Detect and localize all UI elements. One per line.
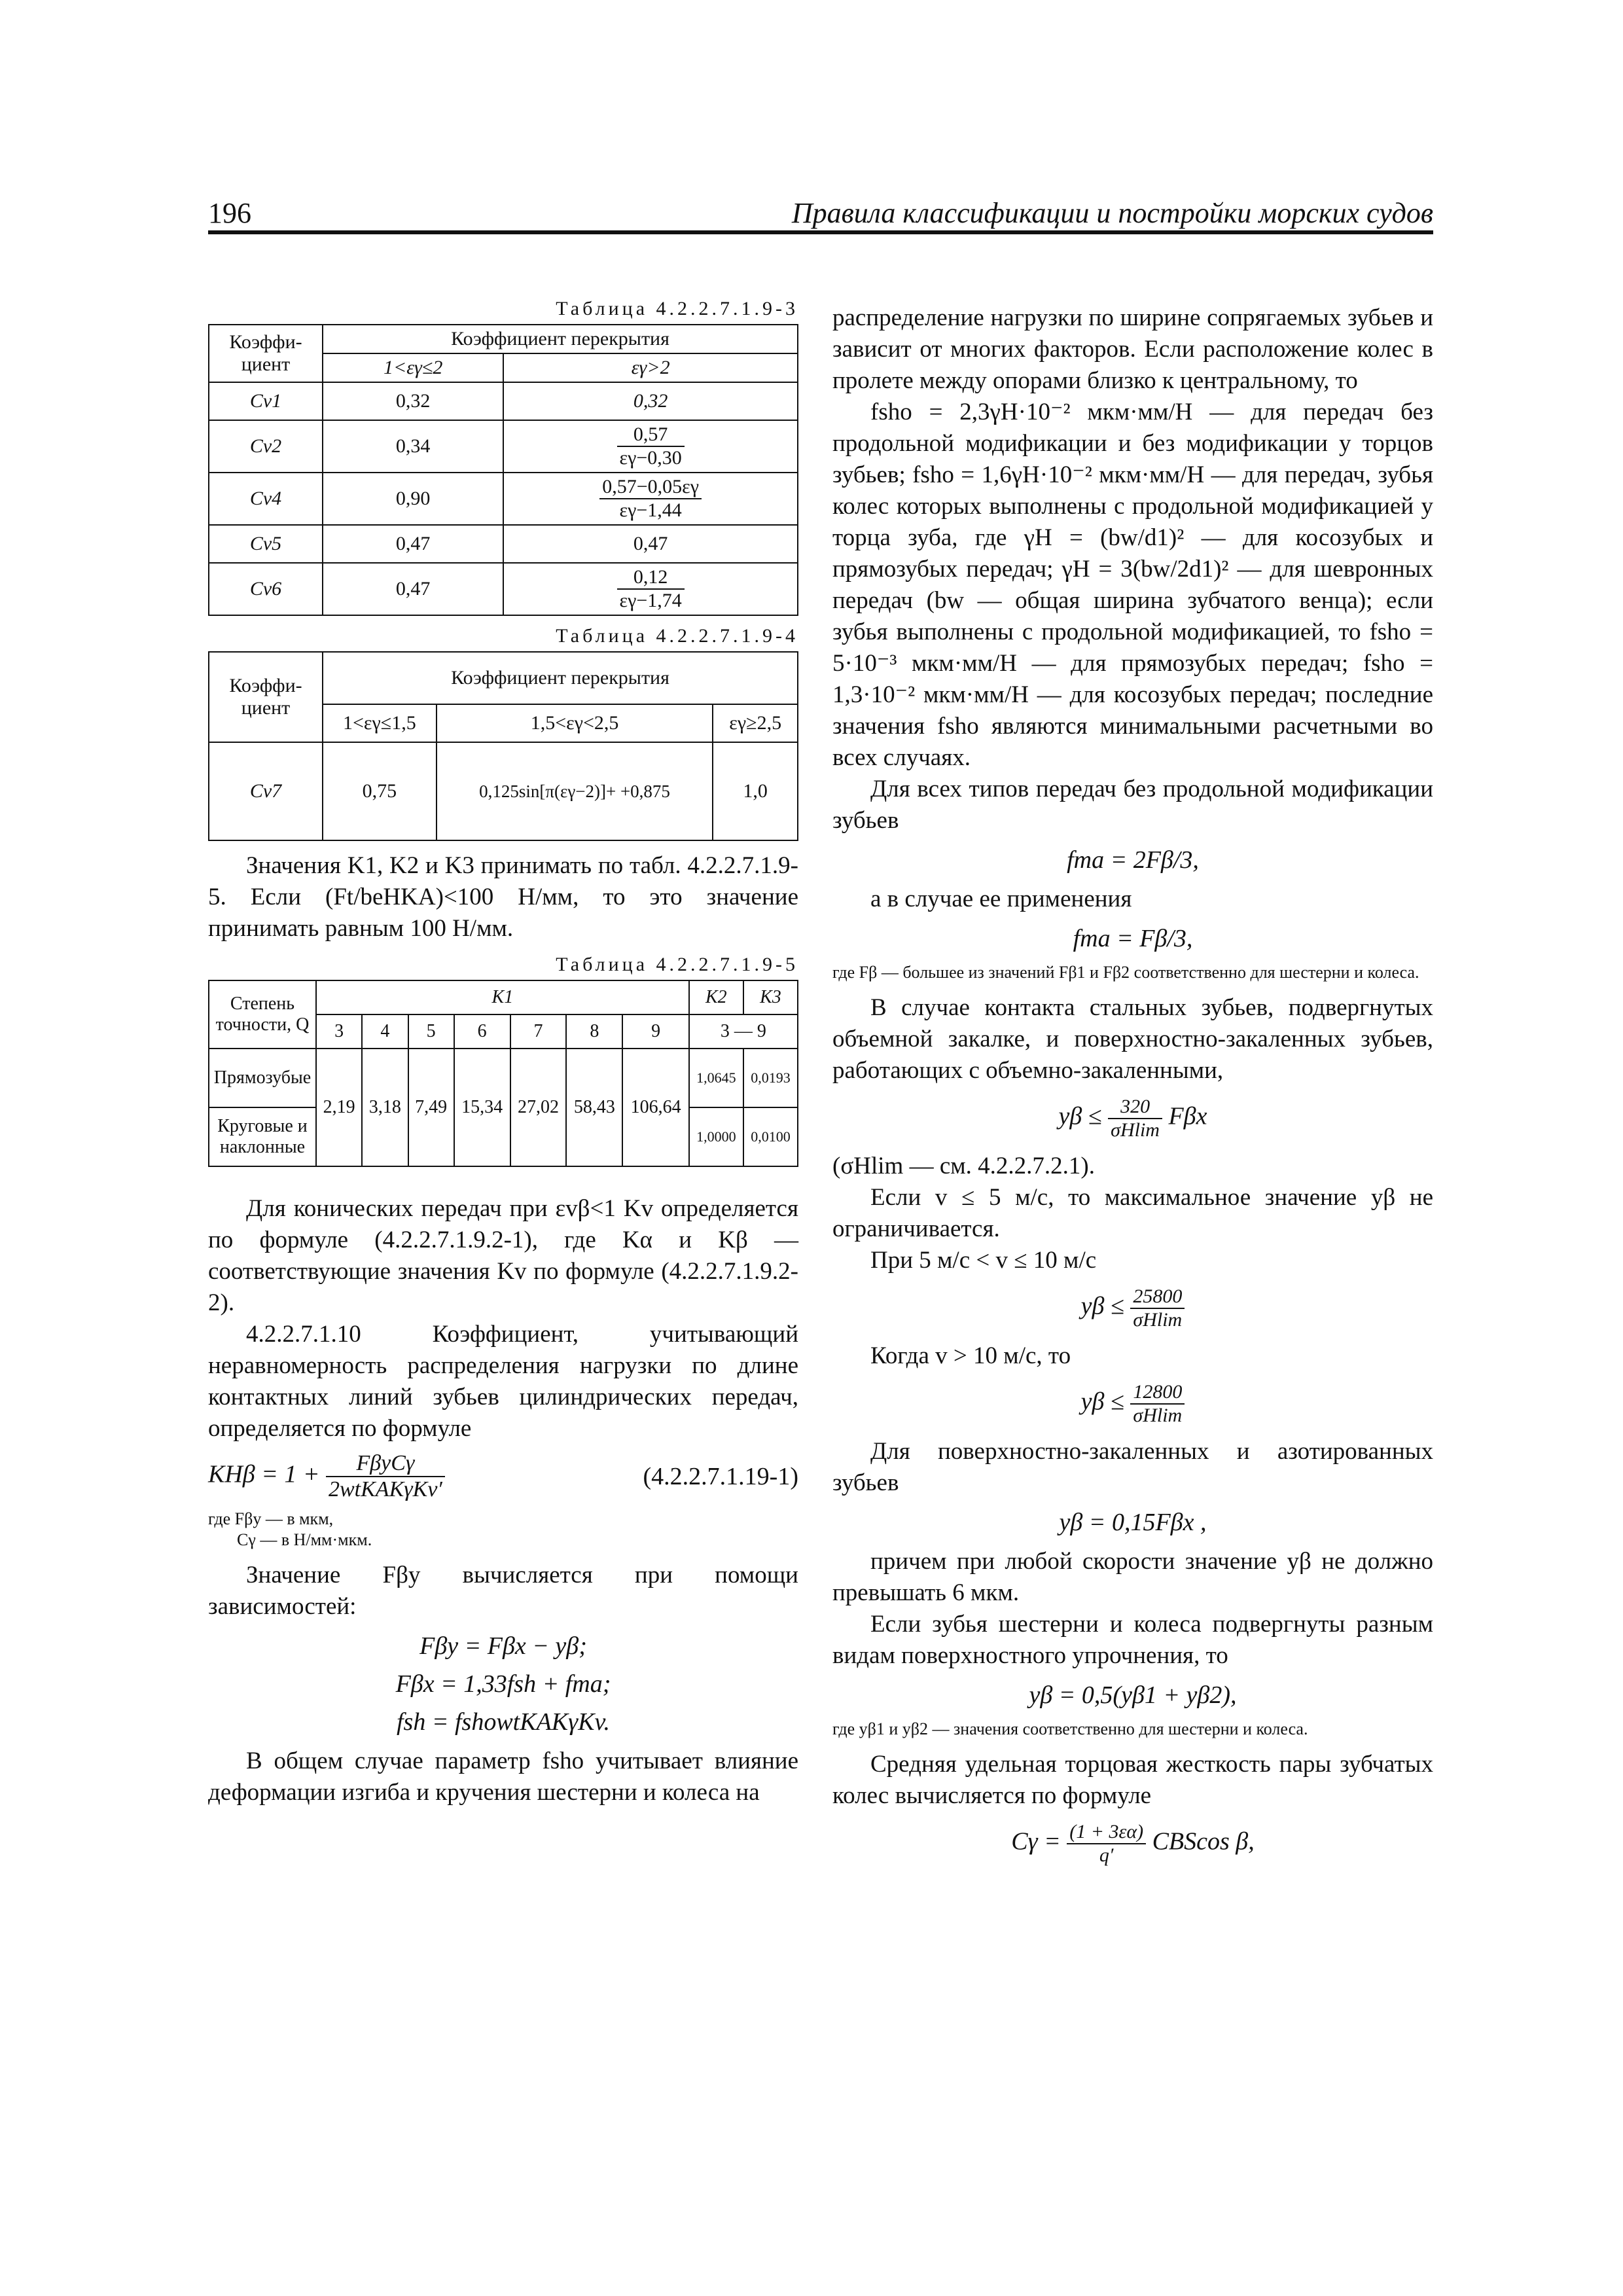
numerator: (1 + 3εα): [1067, 1821, 1146, 1844]
formula-cgamma: [832, 1821, 1433, 1867]
table1-sub1: 1<εγ≤2: [323, 353, 503, 382]
table1-cell: [503, 563, 798, 615]
right-paragraph-2: fsho = 2,3γH·10⁻² мкм·мм/Н — для передач без продольной модификации и без модификации у торцов зубьев; fsho = 1,6γH·10⁻² мкм·мм/Н — для передач, зубья колес которых выполнены с продольной модификацией у торца зуба, где γH = (bw/d1)² — для косозубых и прямозубых передач; γH = 3(bw/2d1)² — для шевронных передач (bw — общая ширина зубчатого венца); если зубья выполнены с продольной модификацией, то fsho = 5·10⁻³ мкм·мм/Н — для прямозубых передач; fsho = 1,3·10⁻² мкм·мм/Н — для косозубых передач; последние значения fsho являются минимальными расчетными во всех случаях.: [832, 399, 1433, 771]
formula-yb-25800: [832, 1285, 1433, 1331]
table2-cell: 0,75: [323, 742, 437, 840]
fraction: [599, 476, 702, 522]
right-paragraph-7: Если v ≤ 5 м/с, то максимальное значение yβ не ограничивается.: [832, 1184, 1433, 1242]
denominator: σHlim: [1133, 1309, 1183, 1331]
table3-q: 4: [362, 1014, 408, 1049]
paragraph-fby: Значение Fβy вычисляется при помощи зависимостей:: [208, 1562, 798, 1620]
table3-cell: 27,02: [510, 1049, 567, 1166]
table2-cell: 0,125sin[π(εγ−2)]+ +0,875: [437, 742, 713, 840]
table1-cell: Cv5: [209, 525, 323, 563]
table3-head-k1: K1: [316, 980, 689, 1014]
denominator: σHlim: [1133, 1405, 1183, 1426]
numerator: 320: [1108, 1096, 1162, 1119]
table3-q: 8: [566, 1014, 622, 1049]
formula-yb-015: yβ = 0,15Fβx ,: [1059, 1509, 1207, 1536]
formula-left: Cγ =: [1011, 1827, 1061, 1856]
table1-cell: Cv4: [209, 473, 323, 525]
table1-cell: Cv1: [209, 382, 323, 420]
where-fby: где Fβy — в мкм,: [208, 1509, 334, 1528]
right-paragraph-8: При 5 м/с < v ≤ 10 м/с: [870, 1247, 1097, 1274]
paragraph-general: В общем случае параметр fsho учитывает влияние деформации изгиба и кручения шестерни и колеса на: [208, 1748, 798, 1806]
table3-cell: 15,34: [454, 1049, 510, 1166]
where-yb1-yb2: где yβ1 и yβ2 — значения соответственно для шестерни и колеса.: [832, 1719, 1308, 1738]
table3-q: 7: [510, 1014, 567, 1049]
table2-sub1: 1<εγ≤1,5: [323, 704, 437, 742]
fraction: [1130, 1381, 1185, 1427]
paragraph-k-values: Значения K1, K2 и K3 принимать по табл. 4.2.2.7.1.9-5. Если (Ft/beHKA)<100 Н/мм, то это значение принимать равным 100 Н/мм.: [208, 852, 798, 942]
where-fbeta: где Fβ — большее из значений Fβ1 и Fβ2 соответственно для шестерни и колеса.: [832, 963, 1419, 982]
right-paragraph-1: распределение нагрузки по ширине сопрягаемых зубьев и зависит от многих факторов. Если расположение колес в пролете между опорами близко к центральному, то: [832, 304, 1433, 394]
table2-sub3: εγ≥2,5: [713, 704, 798, 742]
table1-cell: 0,47: [323, 525, 503, 563]
table2-sub2: 1,5<εγ<2,5: [437, 704, 713, 742]
where-cgamma: Cγ — в Н/мм·мкм.: [237, 1530, 372, 1549]
right-paragraph-12: Если зубья шестерни и колеса подвергнуты разным видам поверхностного упрочнения, то: [832, 1611, 1433, 1669]
right-paragraph-6: (σHlim — см. 4.2.2.7.2.1).: [832, 1153, 1095, 1179]
table3-cell: 0,0100: [743, 1107, 798, 1166]
denominator: 2wtKAKγKv′: [329, 1477, 442, 1501]
table3-cell: 106,64: [622, 1049, 688, 1166]
table2-caption: Таблица 4.2.2.7.1.9-4: [556, 625, 798, 647]
denominator: σHlim: [1111, 1119, 1160, 1141]
table1-cell: [503, 473, 798, 525]
formula-fma-2: fma = Fβ/3,: [1073, 925, 1193, 952]
paragraph-4-2-2-7-1-10: 4.2.2.7.1.10 Коэффициент, учитывающий неравномерность распределения нагрузки по длине контактных линий зубьев цилиндрических передач, определяется по формуле: [208, 1321, 798, 1442]
formula-right: Fβx: [1168, 1102, 1207, 1130]
table3-q: 9: [622, 1014, 688, 1049]
paragraph-conic: Для конических передач при εvβ<1 Kv определяется по формуле (4.2.2.7.1.9.2-1), где Kα и Kβ — соответствующие значения Kv по формуле (4.2.2.7.1.9.2-2).: [208, 1195, 798, 1316]
table2-head-coef: Коэффи-циент: [209, 652, 323, 742]
table1-cell: Cv6: [209, 563, 323, 615]
table3-q: 6: [454, 1014, 510, 1049]
numerator: 0,12: [617, 566, 685, 590]
right-paragraph-5: В случае контакта стальных зубьев, подвергнутых объемной закалке, и поверхностно-закаленных зубьев, работающих с объемно-закаленными,: [832, 994, 1433, 1084]
running-title: Правила классификации и постройки морских судов: [791, 197, 1433, 229]
table3-head-degree: Степень точности, Q: [209, 980, 316, 1049]
table1-cell: 0,47: [323, 563, 503, 615]
table1-cell: Cv2: [209, 420, 323, 473]
denominator: εγ−0,30: [619, 447, 682, 469]
table3-q: 3: [316, 1014, 362, 1049]
table3-cell: 3,18: [362, 1049, 408, 1166]
table2-head-group: Коэффициент перекрытия: [323, 652, 798, 704]
table2: [208, 651, 798, 841]
denominator: εγ−1,44: [619, 499, 682, 521]
table3-q-k23: 3 — 9: [689, 1014, 798, 1049]
numerator: 0,57: [617, 423, 685, 447]
table1-cell: 0,32: [503, 382, 798, 420]
header-rule: [208, 230, 1433, 234]
formula-yb-05: yβ = 0,5(yβ1 + yβ2),: [1029, 1681, 1237, 1709]
formula-fma-1: fma = 2Fβ/3,: [1067, 846, 1199, 874]
fraction: [1130, 1285, 1185, 1331]
fraction: [1108, 1096, 1162, 1141]
fraction: [326, 1451, 445, 1502]
numerator: 25800: [1130, 1285, 1185, 1309]
fraction: [617, 423, 685, 469]
numerator: 12800: [1130, 1381, 1185, 1405]
table1-cell: 0,34: [323, 420, 503, 473]
table3-row-label: Круговые и наклонные: [209, 1107, 316, 1166]
table1-head-group: Коэффициент перекрытия: [323, 325, 798, 353]
table3-head-k3: K3: [743, 980, 798, 1014]
numerator: FβyCγ: [326, 1451, 445, 1477]
table1-cell: [503, 420, 798, 473]
formula-khb: [208, 1451, 798, 1502]
right-paragraph-4: а в случае ее применения: [870, 886, 1132, 912]
page-number: 196: [208, 197, 251, 229]
table3-cell: 7,49: [408, 1049, 454, 1166]
fraction: [1067, 1821, 1146, 1867]
table1-caption: Таблица 4.2.2.7.1.9-3: [556, 298, 798, 319]
numerator: 0,57−0,05εγ: [599, 476, 702, 499]
formula-left: yβ ≤: [1080, 1388, 1124, 1416]
table2-cell: 1,0: [713, 742, 798, 840]
formula-fby: Fβy = Fβx − yβ;: [419, 1632, 587, 1660]
table1-cell: 0,47: [503, 525, 798, 563]
right-paragraph-10: Для поверхностно-закаленных и азотированных зубьев: [832, 1438, 1433, 1496]
denominator: q′: [1099, 1844, 1114, 1866]
table2-cell: Cv7: [209, 742, 323, 840]
table3-q: 5: [408, 1014, 454, 1049]
formula-fbx: Fβx = 1,33fsh + fma;: [395, 1670, 611, 1698]
right-paragraph-11: причем при любой скорости значение yβ не должно превышать 6 мкм.: [832, 1548, 1433, 1606]
formula-fsh: fsh = fshowtKAKγKv.: [396, 1708, 610, 1736]
fraction: [617, 566, 685, 612]
formula-khb-ref: (4.2.2.7.1.19-1): [643, 1463, 798, 1490]
formula-khb-left: KHβ = 1 +: [208, 1460, 320, 1488]
table1: [208, 324, 798, 616]
table3-head-k2: K2: [689, 980, 743, 1014]
table3: [208, 980, 798, 1167]
table1-cell: 0,90: [323, 473, 503, 525]
left-column: [208, 298, 798, 1808]
formula-left: yβ ≤: [1080, 1292, 1124, 1320]
formula-yb-12800: [832, 1381, 1433, 1427]
table3-cell: 2,19: [316, 1049, 362, 1166]
table3-cell: 0,0193: [743, 1049, 798, 1107]
table3-row-label: Прямозубые: [209, 1049, 316, 1107]
table1-sub2: εγ>2: [503, 353, 798, 382]
denominator: εγ−1,74: [619, 590, 682, 611]
formula-right: CBScos β,: [1152, 1827, 1255, 1856]
table3-cell: 1,0000: [689, 1107, 743, 1166]
table3-caption: Таблица 4.2.2.7.1.9-5: [556, 954, 798, 975]
table3-cell: 58,43: [566, 1049, 622, 1166]
formula-left: yβ ≤: [1058, 1102, 1102, 1130]
table1-head-coef: Коэффи-циент: [209, 325, 323, 382]
table3-cell: 1,0645: [689, 1049, 743, 1107]
right-paragraph-9: Когда v > 10 м/с, то: [870, 1342, 1071, 1369]
table1-cell: 0,32: [323, 382, 503, 420]
right-paragraph-3: Для всех типов передач без продольной модификации зубьев: [832, 776, 1433, 834]
right-column: [832, 302, 1433, 1876]
formula-yb-320: [832, 1096, 1433, 1141]
right-paragraph-13: Средняя удельная торцовая жесткость пары зубчатых колес вычисляется по формуле: [832, 1751, 1433, 1809]
